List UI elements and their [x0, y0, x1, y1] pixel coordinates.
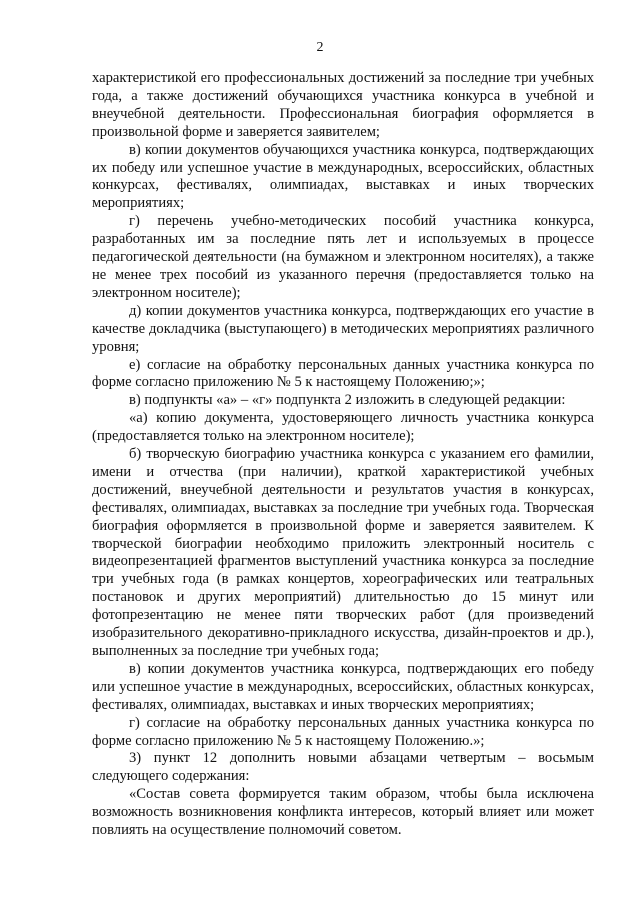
paragraph-item-a-identity-document: «а) копию документа, удостоверяющего личность участника конкурса (предоставляется только на электронном носителе);: [92, 410, 594, 445]
paragraph-item-e-consent: е) согласие на обработку персональных данных участника конкурса по форме согласно приложению № 5 к настоящему Положению;»;: [92, 356, 594, 391]
paragraph-item-b-creative-biography: б) творческую биографию участника конкурса с указанием его фамилии, имени и отчества (при наличии), краткой характеристикой учебных достижений, внеучебной деятельности и результатов участия в конкурсах, фестивалях, олимпиадах, выставках за последние три учебных года. Творческая биография оформляется в произвольной форме и заверяется заявителем. К творческой биографии необходимо приложить электронный носитель с видеопрезентацией фрагментов выступлений участника конкурса за последние три учебных года (в рамках концертов, хореографических или театральных постановок и других мероприятий) длительностью до 15 минут или фотопрезентацию не менее пяти творческих работ (для произведений изобразительного декоративно-прикладного искусства, дизайн-проектов и др.), выполненных за последние три учебных года;: [92, 446, 594, 659]
paragraph-item-d-speaker-documents: д) копии документов участника конкурса, подтверждающих его участие в качестве докладчика (выступающего) в методических мероприятиях различного уровня;: [92, 302, 594, 355]
paragraph-amendment-3: 3) пункт 12 дополнить новыми абзацами четвертым – восьмым следующего содержания:: [92, 750, 594, 785]
document-body: [92, 70, 594, 840]
paragraph-amendment-v: в) подпункты «а» – «г» подпункта 2 изложить в следующей редакции:: [129, 392, 566, 409]
paragraph-item-v-student-documents: в) копии документов обучающихся участника конкурса, подтверждающих их победу или успешное участие в международных, всероссийских, областных конкурсах, фестивалях, олимпиадах, выставках и иных творческих мероприятиях;: [92, 141, 594, 212]
paragraph-item-g-methodical-list: г) перечень учебно-методических пособий участника конкурса, разработанных им за последние пять лет и используемых в процессе педагогической деятельности (на бумажном и электронном носителях), а также не менее трех пособий из указанного перечня (предоставляется только на электронном носителе);: [92, 213, 594, 301]
paragraph-item-g-consent: г) согласие на обработку персональных данных участника конкурса по форме согласно приложению № 5 к настоящему Положению.»;: [92, 714, 594, 749]
page-number: 2: [316, 40, 324, 55]
paragraph-council-composition: «Состав совета формируется таким образом, чтобы была исключена возможность возникновения конфликта интересов, который влияет или может повлиять на осуществление полномочий советом.: [92, 786, 594, 839]
paragraph-item-v-participant-documents: в) копии документов участника конкурса, подтверждающих его победу или успешное участие в международных, всероссийских, областных конкурсах, фестивалях, олимпиадах, выставках и иных творческих мероприятиях;: [92, 660, 594, 713]
paragraph-continuation: характеристикой его профессиональных достижений за последние три учебных года, а также достижений обучающихся участника конкурса в учебной и внеучебной деятельности. Профессиональная биография оформляется в произвольной форме и заверяется заявителем;: [92, 70, 594, 140]
